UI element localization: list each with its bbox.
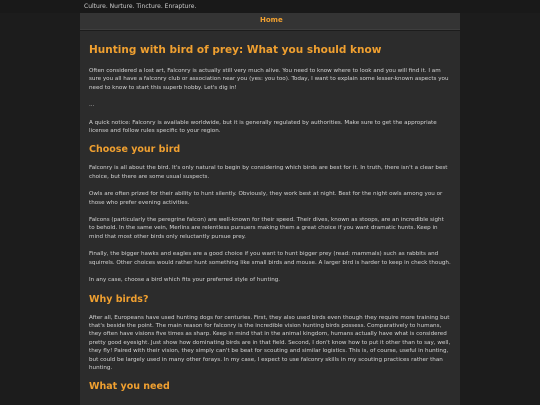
section-heading-why-birds: Why birds? xyxy=(89,293,149,305)
site-tagline: Culture. Nurture. Tincture. Enrapture. xyxy=(84,3,197,10)
intro-paragraph: Often considered a lost art, Falconry is actually still very much alive. You need to know where to look and you will find it. I am sure you all have a falconry club or association near you (yes: you too). Today, I want to explain some lesser-known aspects you need to know to start this superb hobby. Let's dig in! xyxy=(89,68,449,91)
article-title: Hunting with bird of prey: What you should know xyxy=(89,44,382,56)
paragraph: Owls are often prized for their ability to hunt silently. Obviously, they work best at night. Best for the night owls among you or those who prefer evening activities. xyxy=(89,191,443,206)
paragraph: Finally, the bigger hawks and eagles are a good choice if you want to hunt bigger prey (read: mammals) such as rabbits and squirrels. Other choices would rather hunt something like small birds and mouse. A larger bird is harder to keep in check though. xyxy=(89,251,451,266)
paragraph: In any case, choose a bird which fits your preferred style of hunting. xyxy=(89,277,281,284)
article-content xyxy=(89,44,451,401)
article-container xyxy=(80,31,460,405)
nav-home-link[interactable]: Home xyxy=(260,16,283,24)
paragraph: Falcons (particularly the peregrine falcon) are well-known for their speed. Their dives, known as stoops, are an incredible sight to behold. In the same vein, Merlins are relentless pursuers making them a great choice if you want dramatic hunts. Keep in mind that most other birds only reluctantly pursue prey. xyxy=(89,217,444,240)
section-heading-what-you-need: What you need xyxy=(89,381,170,393)
separator-text: ... xyxy=(89,102,95,109)
notice-paragraph: A quick notice: Falconry is available worldwide, but it is generally regulated by authorities. Make sure to get the appropriate license and follow rules specific to your region. xyxy=(89,119,437,135)
top-bar xyxy=(0,0,540,13)
section-heading-choose-bird: Choose your bird xyxy=(89,144,181,156)
paragraph: Falconry is all about the bird. It's only natural to begin by considering which birds are best for it. In truth, there isn't a clear best choice, but there are some usual suspects. xyxy=(89,165,448,180)
paragraph: After all, Europeans have used hunting dogs for centuries. First, they also used birds even though they require more training but that's beside the point. The main reason for falconry is the incredible vision hunting birds possess. Comparatively to humans, they often have visions five times as sharp. Keep in mind that in the animal kingdom, humans actually have what is considered pretty good eyesight. Just show how dominating birds are in that field. Second, I don't know how to put it other than to say, well, they fly! Paired with their vision, they simply can't be beat for scouting and similar logistics. This is, of course, useful in hunting, but could be largely used in many other forays. In my case, I expect to use falconry skills in my scouting practices rather than hunting. xyxy=(89,314,451,371)
nav-bar xyxy=(80,13,460,30)
